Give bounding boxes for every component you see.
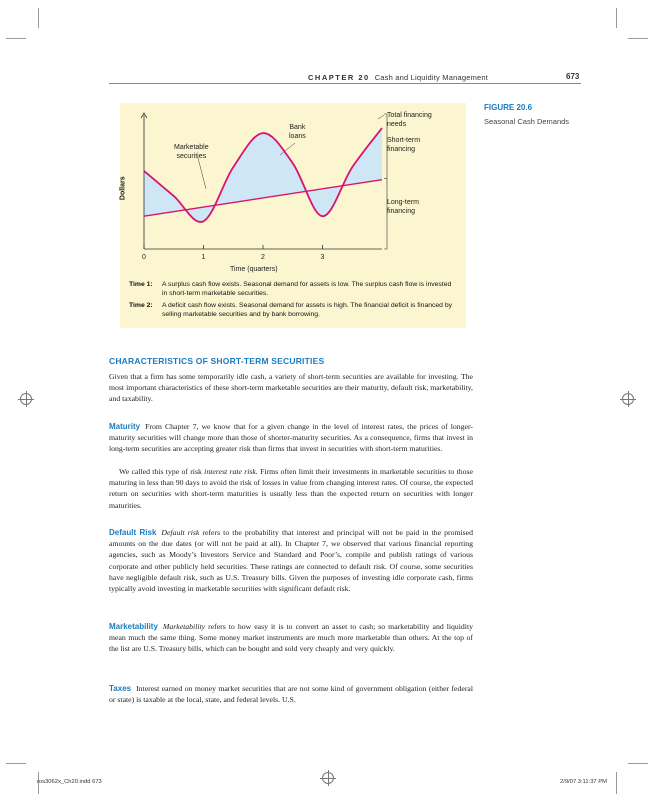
- page-number: 673: [566, 72, 580, 81]
- figure-caption: Seasonal Cash Demands: [484, 117, 570, 126]
- intro-text: Given that a firm has some temporarily idle cash, a variety of short-term securities are available for investing. The most important characteristics of these short-term marketable securities are their maturity, default risk, marketability, and taxability.: [109, 372, 473, 404]
- chapter-title: Cash and Liquidity Management: [374, 73, 489, 82]
- marketability-text: refers to how easy it is to convert an asset to cash; so marketability and liquidity mean much the same thing. Some money market instruments are much more marketable than others. At the top of the list are U.S. Treasury bills, which can be bought and sold very cheaply and very quickly.: [109, 622, 473, 654]
- crop-mark: [6, 763, 26, 764]
- leader-total-needs: [378, 115, 384, 119]
- maturity-paragraph-2: [109, 466, 473, 511]
- x-tick-label: 0: [142, 254, 146, 261]
- term-marketability: Marketability: [162, 622, 206, 631]
- run-in-head-maturity: Maturity: [109, 422, 141, 431]
- run-in-head-marketability: Marketability: [109, 622, 158, 631]
- footer-file-slug: ros3062x_Ch20.indd 673: [37, 779, 102, 785]
- figure-note: [129, 281, 457, 298]
- term-default-risk: Default risk: [161, 528, 200, 537]
- x-tick-label: 3: [320, 254, 325, 261]
- registration-mark: [322, 772, 334, 784]
- annotation-short-term-financing: Short-term financing: [387, 137, 421, 153]
- maturity-text-2a: We called this type of risk: [119, 467, 205, 476]
- footer-timestamp: 2/9/07 3:11:37 PM: [560, 779, 607, 785]
- section-heading: CHARACTERISTICS OF SHORT-TERM SECURITIES: [109, 356, 325, 366]
- figure-note: [129, 302, 457, 319]
- marketability-paragraph: [109, 621, 473, 655]
- financing-bracket: [384, 114, 387, 249]
- annotation-bank-loans: Bank loans: [289, 124, 306, 140]
- x-tick-label: 2: [261, 254, 265, 261]
- registration-mark: [20, 393, 32, 405]
- term-interest-rate-risk: interest rate risk.: [204, 467, 258, 476]
- run-in-head-taxes: Taxes: [109, 684, 132, 693]
- default-risk-paragraph: [109, 527, 473, 594]
- annotation-total-financing-needs: Total financing needs: [387, 112, 432, 128]
- crop-mark: [6, 38, 26, 39]
- taxes-paragraph: [109, 683, 473, 705]
- crop-mark: [616, 8, 617, 28]
- default-risk-text: refers to the probability that interest and principal will not be paid in the promised amounts on the due dates (or will not be paid at all). In Chapter 7, we observed that various financial reporting agencies, such as Moody’s Investors Service and Standard and Poor’s, compile and publish ratings of various corporate and other publicly held securities. These ratings are connected to default risk. Of course, some securities have negligible default risk, such as U.S. Treasury bills. Given the purposes of investing idle corporate cash, firms typically avoid investing in marketable securities with significant default risk.: [109, 528, 473, 594]
- note-key: Time 2:: [129, 302, 153, 309]
- crop-mark: [616, 772, 617, 794]
- annotation-long-term-financing: Long-term financing: [387, 199, 419, 215]
- maturity-paragraph: [109, 421, 473, 455]
- shaded-gap-region: [144, 128, 382, 222]
- leader-marketable-securities: [198, 158, 206, 189]
- crop-mark: [628, 38, 648, 39]
- annotation-marketable-securities: Marketable securities: [174, 144, 209, 160]
- run-in-head-default-risk: Default Risk: [109, 528, 157, 537]
- registration-mark: [622, 393, 634, 405]
- note-text: A surplus cash flow exists. Seasonal demand for assets is low. The surplus cash flow is invested in short-term marketable securities.: [162, 281, 452, 297]
- x-tick-label: 1: [201, 254, 206, 261]
- note-text: A deficit cash flow exists. Seasonal demand for assets is high. The financial deficit is financed by selling marketable securities and by bank borrowing.: [162, 302, 453, 318]
- intro-paragraph: [109, 371, 473, 405]
- x-axis-label: Time (quarters): [230, 266, 278, 273]
- crop-mark: [38, 8, 39, 28]
- figure-label: FIGURE 20.6: [484, 103, 533, 112]
- running-header: [308, 73, 488, 82]
- maturity-text-2b: Firms often limit their investments in marketable securities to those maturing in less than 90 days to avoid the risk of losses in value from changing interest rates. Of course, the expected return on securities with short-term maturities is usually less than the expected return on securities with longer maturities.: [109, 467, 473, 510]
- y-axis-label: Dollars: [119, 176, 127, 201]
- crop-mark: [628, 763, 648, 764]
- maturity-text: From Chapter 7, we know that for a given change in the level of interest rates, the prices of longer-maturity securities will change more than those of shorter-maturity securities. As a consequence, firms that invest in long-term securities are accepting greater risk than firms that invest in securities with short-term maturities.: [109, 422, 473, 454]
- taxes-text: Interest earned on money market securities that are not some kind of government obligation (either federal or state) is taxable at the local, state, and federal levels. U.S.: [109, 684, 473, 705]
- chapter-label: CHAPTER 20: [308, 73, 370, 82]
- plot-area: [141, 113, 387, 261]
- note-key: Time 1:: [129, 281, 153, 288]
- header-rule: [109, 83, 581, 84]
